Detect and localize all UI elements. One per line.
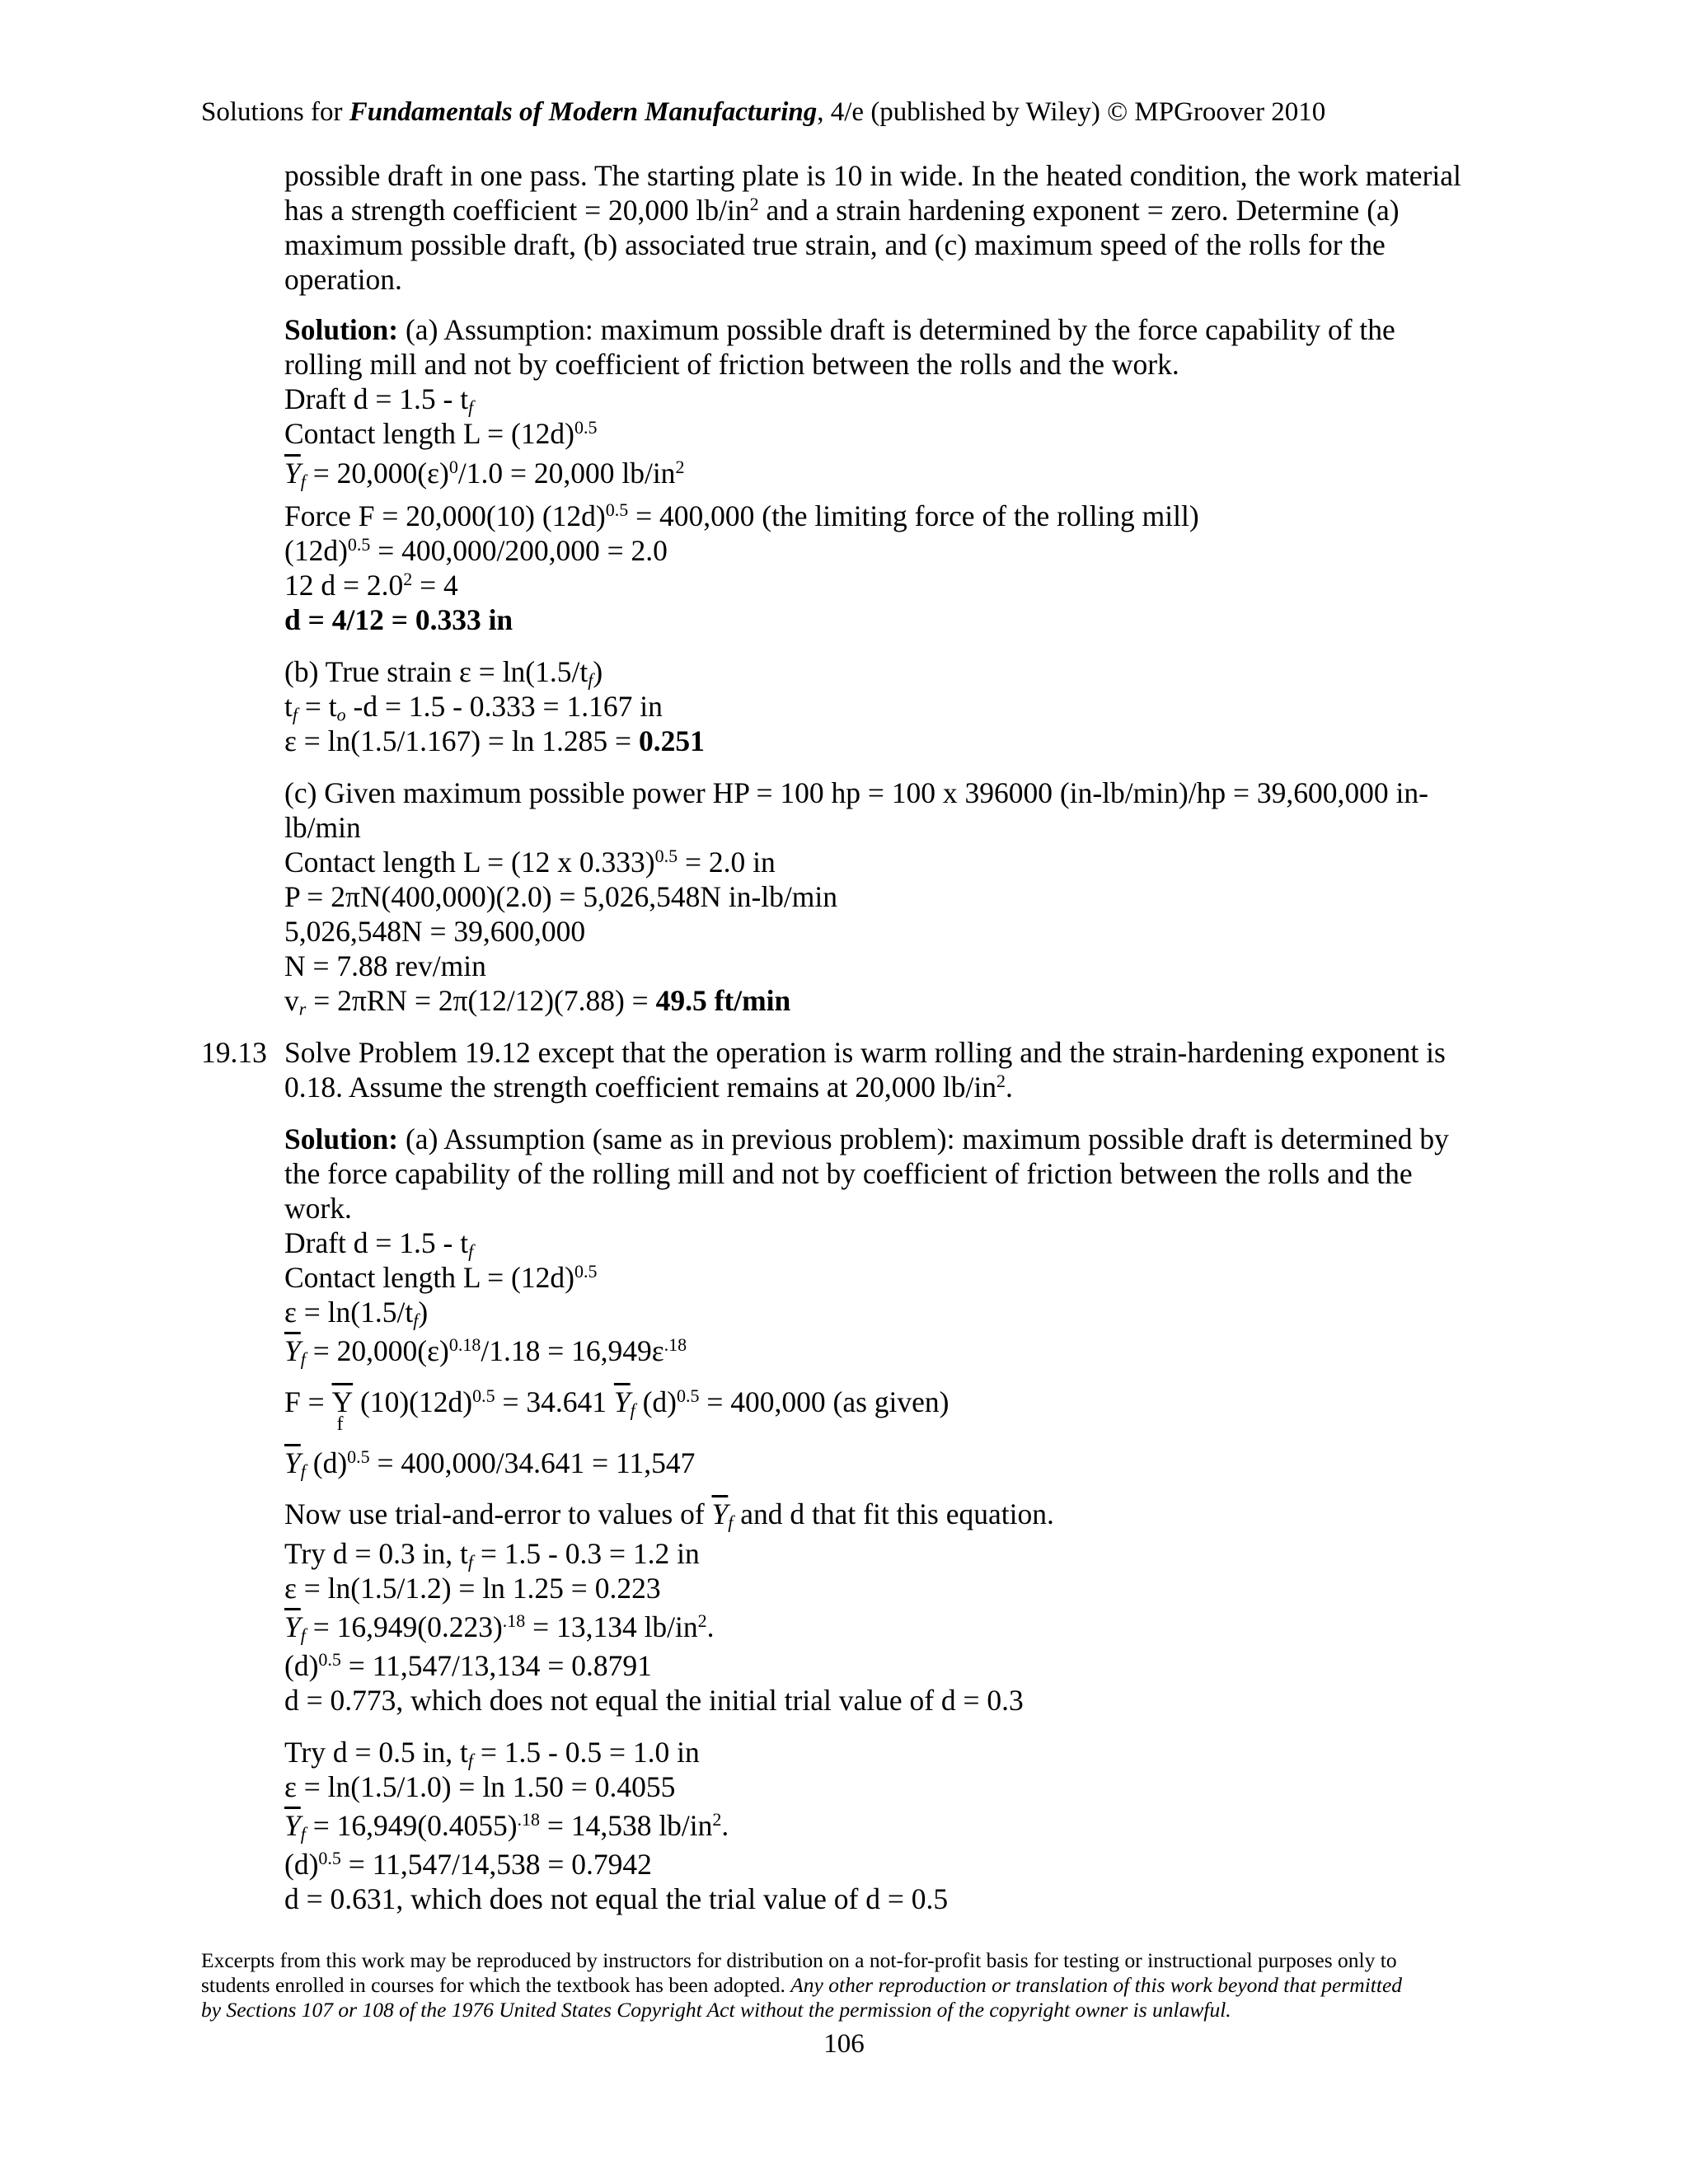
footer-copyright-line: Excerpts from this work may be reproduced by instructors for distribution on a not-for-profit basis for testing or instructional purposes only to	[201, 1948, 1397, 1972]
equation-line: P = 2πN(400,000)(2.0) = 5,026,548N in-lb/min	[284, 880, 837, 913]
trial-line: $\overline{Y}_f = 16,949(0.223)^{.18} = 13,134$ $lb/in^2$.	[284, 1610, 715, 1646]
equation-line: 12 $d = 2.0^2 = 4$	[284, 568, 458, 602]
page-number: 106	[823, 2029, 865, 2059]
equation-true-strain: $\varepsilon = \ln(1.5/t_f)$	[284, 1296, 429, 1331]
equation-true-strain: (b) True strain $\varepsilon = \ln(1.5/t_f)$	[284, 655, 603, 691]
equation-line: 5,026,548N = 39,600,000	[284, 915, 586, 948]
book-title: Fundamentals of Modern Manufacturing	[349, 97, 818, 127]
trial-line: Try d = 0.5 in, $t_f = 1.5 - 0.5 = 1.0$ in	[284, 1736, 700, 1771]
solution-line: the force capability of the rolling mill and not by coefficient of friction between the rolls and the	[284, 1157, 1413, 1190]
solution-line: Solution: (a) Assumption: maximum possible draft is determined by the force capability of the	[284, 313, 1395, 346]
equation-line: $t_f = t_o$ -d = 1.5 - 0.333 = 1.167 in	[284, 690, 663, 725]
equation-draft: Draft $d = 1.5 - t_f$	[284, 382, 474, 418]
solution-line: Solution: (a) Assumption (same as in previous problem): maximum possible draft is determined by	[284, 1122, 1449, 1155]
equation-line: $\overline{Y}_f$ $(d)^{0.5} = 400,000/34.641 = 11,547$	[284, 1446, 696, 1482]
equation-contact-length: Contact length $L = (12d)^{0.5}$	[284, 416, 598, 450]
trial-line: $(d)^{0.5} = 11,547/13,134 = 0.8791$	[284, 1648, 652, 1682]
equation-draft: Draft $d = 1.5 - t_f$	[284, 1226, 474, 1262]
trial-line: $(d)^{0.5} = 11,547/14,538 = 0.7942$	[284, 1847, 652, 1881]
problem-text-line: Solve Problem 19.12 except that the operation is warm rolling and the strain-hardening exponent is	[284, 1036, 1446, 1069]
equation-line: Contact length L = (12 x 0.333)$^{0.5}$ = 2.0 in	[284, 845, 776, 879]
equation-force: $F = \overline{Y}$ f $(10)(12d)^{0.5} = 34.641$ $\overline{Y}_f$ $(d)^{0.5} = 400,000$ (as given)	[284, 1385, 950, 1435]
solution-line: Now use trial-and-error to values of $\overline{Y}_f$ and d that fit this equation.	[284, 1497, 1054, 1533]
trial-line: $\overline{Y}_f = 16,949(0.4055)^{.18} = 14,538$ $lb/in^2$.	[284, 1808, 729, 1844]
trial-line: d = 0.631, which does not equal the trial value of d = 0.5	[284, 1882, 949, 1915]
equation-line: N = 7.88 rev/min	[284, 949, 486, 982]
problem-text-line: maximum possible draft, (b) associated true strain, and (c) maximum speed of the rolls for the	[284, 228, 1386, 261]
problem-text-line: possible draft in one pass. The starting plate is 10 in wide. In the heated condition, the work material	[284, 159, 1461, 192]
equation-contact-length: Contact length $L = (12d)^{0.5}$	[284, 1260, 598, 1294]
problem-text-line: operation.	[284, 263, 402, 296]
answer-a: d = 4/12 = 0.333 in	[284, 603, 513, 636]
header-suffix: , 4/e (published by Wiley) © MPGroover 2010	[817, 97, 1326, 127]
solution-line: lb/min	[284, 811, 361, 844]
equation-line: $(12d)^{0.5} = 400,000/200,000 = 2.0$	[284, 533, 668, 567]
header-prefix: Solutions for	[201, 97, 349, 127]
equation-flow-stress: $\overline{Y}_f = 20,000(\varepsilon)^{0.18}/1.18 = 16,949\varepsilon^{.18}$	[284, 1333, 687, 1370]
problem-text-line: has a strength coefficient = 20,000 $lb/in^2$ and a strain hardening exponent = zero. Determine (a)	[284, 193, 1400, 227]
equation-line: $v_r = 2\pi RN = 2\pi(12/12)(7.88) = 49.5$ ft/min	[284, 984, 791, 1019]
equation-flow-stress: $\overline{Y}_f = 20,000(\varepsilon)^0/1.0 = 20,000$ $lb/in^2$	[284, 456, 685, 492]
problem-text-line: 0.18. Assume the strength coefficient remains at 20,000 $lb/in^2$.	[284, 1070, 1013, 1104]
solution-line: work.	[284, 1192, 352, 1225]
solution-line: (c) Given maximum possible power HP = 100 hp = 100 x 396000 (in-lb/min)/hp = 39,600,000 in-	[284, 776, 1428, 809]
trial-line: d = 0.773, which does not equal the initial trial value of d = 0.3	[284, 1684, 1024, 1717]
trial-line: ε = ln(1.5/1.0) = ln 1.50 = 0.4055	[284, 1770, 676, 1803]
problem-number: 19.13	[201, 1036, 267, 1069]
solution-line: rolling mill and not by coefficient of friction between the rolls and the work.	[284, 348, 1179, 381]
trial-line: ε = ln(1.5/1.2) = ln 1.25 = 0.223	[284, 1572, 661, 1605]
trial-line: Try d = 0.3 in, $t_f = 1.5 - 0.3 = 1.2$ in	[284, 1537, 700, 1572]
equation-line: ε = ln(1.5/1.167) = ln 1.285 = 0.251	[284, 724, 705, 757]
footer-copyright-line: students enrolled in courses for which the textbook has been adopted. Any other reproduction or translation of this work beyond that permitted	[201, 1973, 1403, 1997]
footer-copyright-line: by Sections 107 or 108 of the 1976 United States Copyright Act without the permission of the copyright owner is unlawful.	[201, 1998, 1231, 2022]
equation-force: Force F = 20,000(10) $(12d)^{0.5} = 400,000$ (the limiting force of the rolling mill)	[284, 499, 1199, 532]
